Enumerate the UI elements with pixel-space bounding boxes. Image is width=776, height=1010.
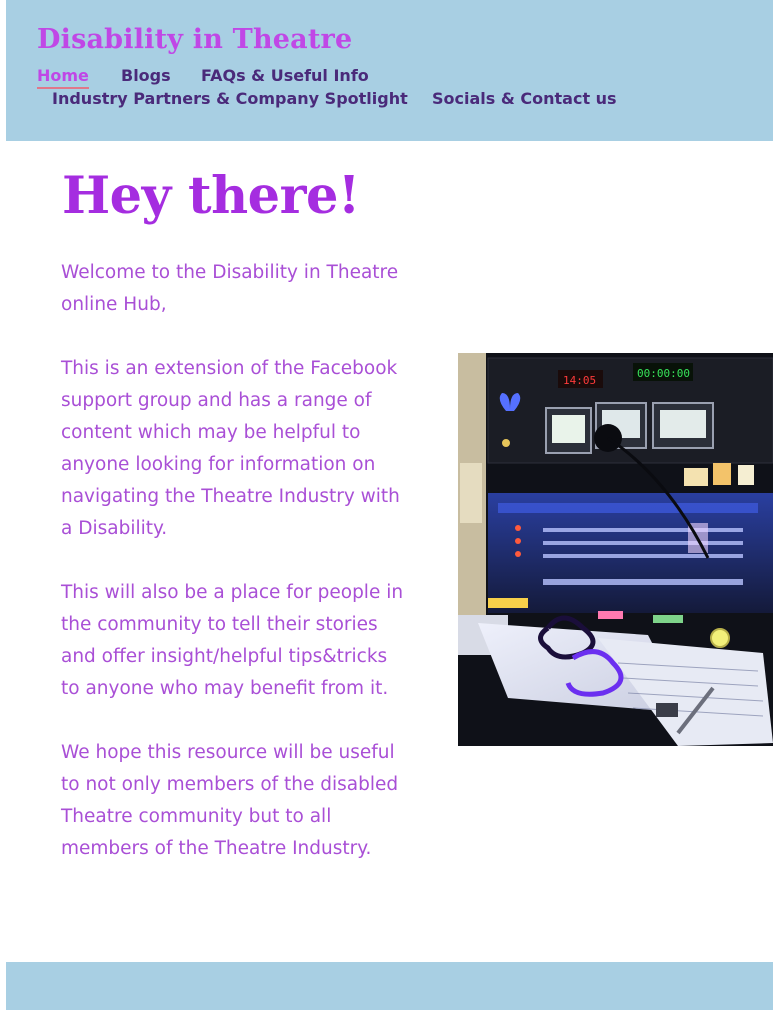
page-title: Hey there! (62, 166, 360, 226)
nav-industry-partners[interactable]: Industry Partners & Company Spotlight (52, 89, 408, 108)
nav-faqs[interactable]: FAQs & Useful Info (201, 66, 369, 85)
nav-blogs[interactable]: Blogs (121, 66, 171, 85)
site-title[interactable]: Disability in Theatre (37, 24, 353, 55)
site-header (6, 0, 773, 141)
main-content (6, 141, 773, 962)
paragraph-resource: We hope this resource will be useful to not only members of the disabled Theatre community but to all members of the Theatre Industry. (61, 742, 399, 859)
green-timer-display: 00:00:00 (637, 367, 690, 380)
nav-socials-contact[interactable]: Socials & Contact us (432, 89, 617, 108)
site-footer (6, 962, 773, 1010)
sound-desk-image (458, 353, 773, 746)
paragraph-community: This will also be a place for people in the community to tell their stories and offer insight/helpful tips&tricks to anyone who may benefit from it. (61, 582, 404, 699)
paragraph-extension: This is an extension of the Facebook support group and has a range of content which may be helpful to anyone looking for information on navigating the Theatre Industry with a Disability. (61, 358, 400, 539)
paragraph-welcome: Welcome to the Disability in Theatre online Hub, (61, 262, 399, 315)
intro-text (61, 257, 406, 897)
theatre-desk-photo (458, 353, 773, 746)
nav-home[interactable]: Home (37, 66, 89, 85)
red-clock-display: 14:05 (563, 374, 597, 387)
